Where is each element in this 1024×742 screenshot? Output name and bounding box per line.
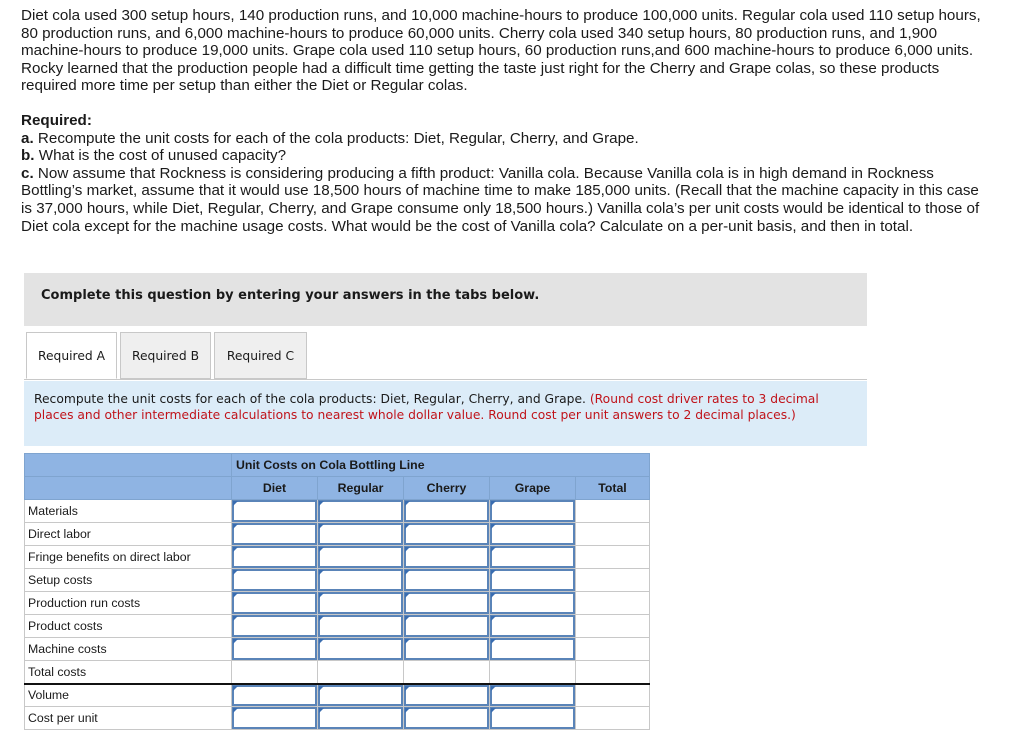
table-row: [25, 592, 650, 615]
materials-cherry-input[interactable]: [404, 500, 490, 523]
required-c-label: c.: [21, 164, 34, 182]
production-run-total-cell: [576, 592, 650, 615]
column-header-regular: Regular: [318, 477, 404, 500]
machine-diet-input[interactable]: [232, 638, 318, 661]
column-header-blank: [25, 477, 232, 500]
tab-instructions: [24, 381, 867, 446]
required-c-text: Now assume that Rockness is considering producing a fifth product: Vanilla cola. Because Vanilla cola is in high demand in Rockness Bottling’s market, assume that it would use 18,500 hours of machine time to make 185,000 units. (Recall that the machine capacity in this case is 37,000 hours, while Diet, Regular, Cherry, and Grape consume only 18,500 hours.) Vanilla cola’s per unit costs would be identical to those of Diet cola except for the machine usage costs. What would be the cost of Vanilla cola? Calculate on a per-unit basis, and then in total.: [21, 164, 980, 235]
cost-per-unit-cherry-input[interactable]: [404, 707, 490, 730]
materials-diet-input[interactable]: [232, 500, 318, 523]
product-costs-total-cell: [576, 615, 650, 638]
table-row: [25, 569, 650, 592]
table-row: [25, 684, 650, 707]
total-costs-regular-cell: [318, 661, 404, 684]
instruction-main: Recompute the unit costs for each of the cola products: Diet, Regular, Cherry, and Grape.: [34, 392, 586, 406]
direct-labor-total-cell: [576, 523, 650, 546]
rounding-note: (Round cost driver rates to 3 decimal places and other intermediate calculations to nearest whole dollar value. Round cost per unit answers to 2 decimal places.): [34, 392, 819, 422]
product-costs-regular-input[interactable]: [318, 615, 404, 638]
column-header-cherry: Cherry: [404, 477, 490, 500]
total-costs-total-cell: [576, 661, 650, 684]
row-label: Total costs: [25, 661, 232, 684]
product-costs-grape-input[interactable]: [490, 615, 576, 638]
machine-regular-input[interactable]: [318, 638, 404, 661]
production-run-grape-input[interactable]: [490, 592, 576, 615]
setup-total-cell: [576, 569, 650, 592]
unit-costs-table: [24, 453, 650, 730]
row-label: Direct labor: [25, 523, 232, 546]
direct-labor-cherry-input[interactable]: [404, 523, 490, 546]
table-row: [25, 661, 650, 684]
table-row: [25, 707, 650, 730]
setup-diet-input[interactable]: [232, 569, 318, 592]
row-label: Fringe benefits on direct labor: [25, 546, 232, 569]
table-row: [25, 638, 650, 661]
row-label: Volume: [25, 684, 232, 707]
required-b-label: b.: [21, 147, 35, 165]
table-row: [25, 615, 650, 638]
row-label: Setup costs: [25, 569, 232, 592]
required-a-label: a.: [21, 129, 34, 147]
production-run-cherry-input[interactable]: [404, 592, 490, 615]
row-label: Cost per unit: [25, 707, 232, 730]
row-label: Product costs: [25, 615, 232, 638]
direct-labor-regular-input[interactable]: [318, 523, 404, 546]
product-costs-diet-input[interactable]: [232, 615, 318, 638]
table-row: [25, 546, 650, 569]
machine-grape-input[interactable]: [490, 638, 576, 661]
required-a: [21, 130, 981, 148]
direct-labor-diet-input[interactable]: [232, 523, 318, 546]
cost-per-unit-regular-input[interactable]: [318, 707, 404, 730]
row-label: Machine costs: [25, 638, 232, 661]
fringe-diet-input[interactable]: [232, 546, 318, 569]
required-b-text: What is the cost of unused capacity?: [38, 147, 287, 165]
tab-divider: [24, 379, 867, 380]
setup-grape-input[interactable]: [490, 569, 576, 592]
required-a-text: Recompute the unit costs for each of the cola products: Diet, Regular, Cherry, and Grape.: [37, 129, 639, 147]
table-row: [25, 500, 650, 523]
setup-regular-input[interactable]: [318, 569, 404, 592]
row-label: Materials: [25, 500, 232, 523]
fringe-regular-input[interactable]: [318, 546, 404, 569]
table-row: [25, 523, 650, 546]
table-corner: [25, 454, 232, 477]
production-run-regular-input[interactable]: [318, 592, 404, 615]
tab-required-b[interactable]: Required B: [120, 332, 211, 379]
volume-cherry-input[interactable]: [404, 684, 490, 707]
banner-text: Complete this question by entering your answers in the tabs below.: [41, 288, 540, 303]
column-header-diet: Diet: [232, 477, 318, 500]
tab-required-c[interactable]: Required C: [214, 332, 307, 379]
volume-diet-input[interactable]: [232, 684, 318, 707]
total-costs-cherry-cell: [404, 661, 490, 684]
production-run-diet-input[interactable]: [232, 592, 318, 615]
product-costs-cherry-input[interactable]: [404, 615, 490, 638]
materials-total-cell: [576, 500, 650, 523]
cost-per-unit-grape-input[interactable]: [490, 707, 576, 730]
direct-labor-grape-input[interactable]: [490, 523, 576, 546]
instruction-banner: [24, 273, 867, 326]
volume-grape-input[interactable]: [490, 684, 576, 707]
machine-cherry-input[interactable]: [404, 638, 490, 661]
materials-grape-input[interactable]: [490, 500, 576, 523]
problem-paragraph: Diet cola used 300 setup hours, 140 production runs, and 10,000 machine-hours to produce 100,000 units. Regular cola used 110 setup hours, 80 production runs, and 6,000 machine-hours to produce 60,000 units. Cherry cola used 340 setup hours, 80 production runs, and 1,900 machine-hours to produce 19,000 units. Grape cola used 110 setup hours, 60 production runs,and 600 machine-hours to produce 6,000 units. Rocky learned that the production people had a difficult time getting the taste just right for the Cherry and Grape colas, so these products required more time per setup than either the Diet or Regular colas.: [21, 7, 981, 95]
table-title: Unit Costs on Cola Bottling Line: [232, 454, 650, 477]
fringe-cherry-input[interactable]: [404, 546, 490, 569]
column-header-total: Total: [576, 477, 650, 500]
problem-statement: [21, 7, 981, 235]
fringe-grape-input[interactable]: [490, 546, 576, 569]
required-heading: Required:: [21, 111, 92, 129]
fringe-total-cell: [576, 546, 650, 569]
required-c: [21, 165, 981, 235]
setup-cherry-input[interactable]: [404, 569, 490, 592]
volume-total-cell: [576, 684, 650, 707]
total-costs-grape-cell: [490, 661, 576, 684]
machine-total-cell: [576, 638, 650, 661]
tab-required-a[interactable]: Required A: [26, 332, 117, 379]
cost-per-unit-diet-input[interactable]: [232, 707, 318, 730]
volume-regular-input[interactable]: [318, 684, 404, 707]
row-label: Production run costs: [25, 592, 232, 615]
cost-per-unit-total-cell: [576, 707, 650, 730]
column-header-grape: Grape: [490, 477, 576, 500]
required-b: [21, 147, 981, 165]
materials-regular-input[interactable]: [318, 500, 404, 523]
total-costs-diet-cell: [232, 661, 318, 684]
